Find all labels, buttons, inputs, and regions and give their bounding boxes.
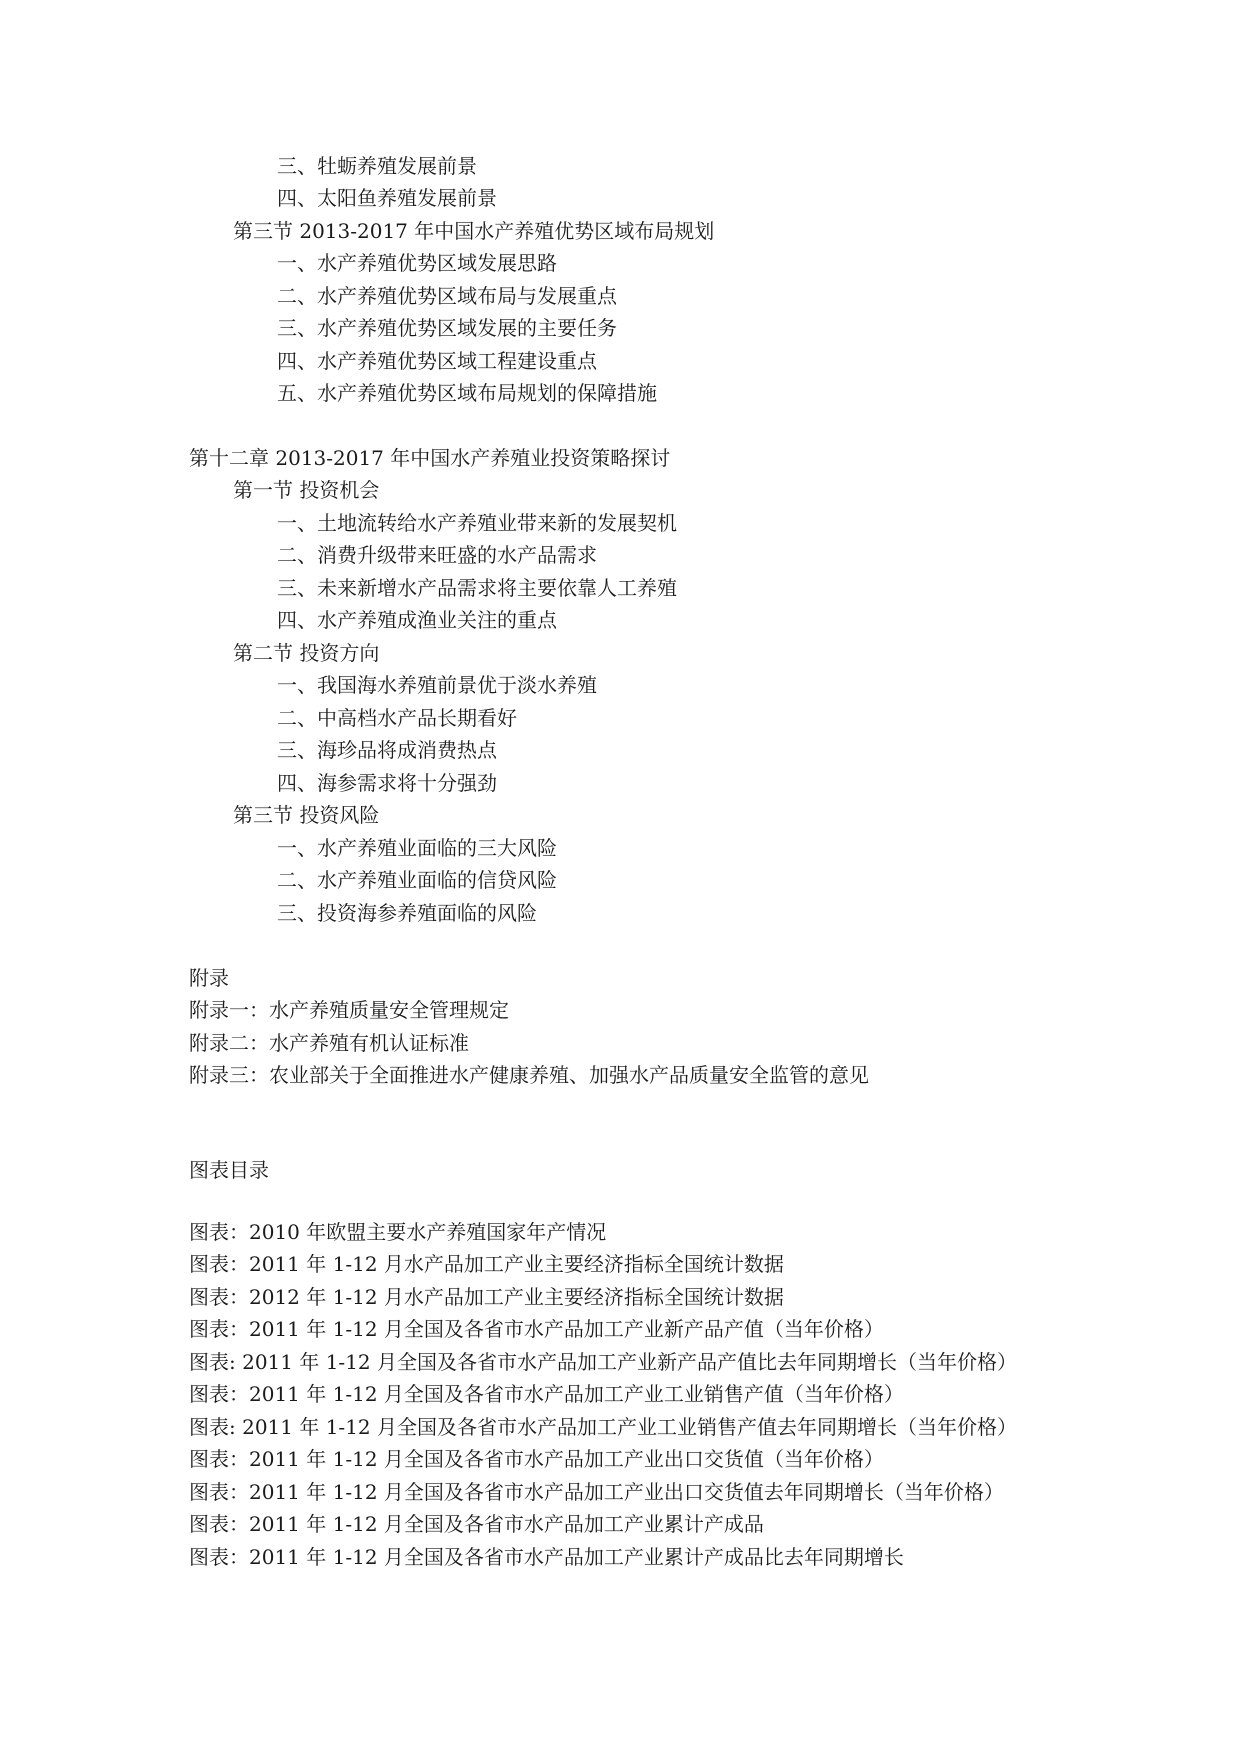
- figure-item: 图表: 2011 年 1-12 月全国及各省市水产品加工产业工业销售产值去年同期增长（当年价格）: [189, 1415, 1017, 1439]
- toc-section-title: 第一节 投资机会: [233, 478, 380, 502]
- figures-list-title: 图表目录: [189, 1158, 269, 1182]
- toc-item: 三、未来新增水产品需求将主要依靠人工养殖: [277, 576, 677, 600]
- toc-section-title: 第二节 投资方向: [233, 641, 380, 665]
- figure-item: 图表：2011 年 1-12 月全国及各省市水产品加工产业累计产成品比去年同期增长: [189, 1545, 904, 1569]
- toc-item: 三、投资海参养殖面临的风险: [277, 901, 537, 925]
- toc-item: 一、水产养殖业面临的三大风险: [277, 836, 557, 860]
- toc-item: 二、水产养殖优势区域布局与发展重点: [277, 284, 617, 308]
- toc-item: 一、水产养殖优势区域发展思路: [277, 251, 557, 275]
- toc-item: 四、水产养殖优势区域工程建设重点: [277, 349, 597, 373]
- figure-item: 图表：2011 年 1-12 月全国及各省市水产品加工产业出口交货值去年同期增长（当年价格）: [189, 1480, 1004, 1504]
- figure-item: 图表：2012 年 1-12 月水产品加工产业主要经济指标全国统计数据: [189, 1285, 784, 1309]
- toc-item: 三、海珍品将成消费热点: [277, 738, 497, 762]
- toc-item: 四、太阳鱼养殖发展前景: [277, 186, 497, 210]
- figure-item: 图表：2011 年 1-12 月水产品加工产业主要经济指标全国统计数据: [189, 1252, 784, 1276]
- toc-item: 二、水产养殖业面临的信贷风险: [277, 868, 557, 892]
- figure-item: 图表：2011 年 1-12 月全国及各省市水产品加工产业工业销售产值（当年价格）: [189, 1382, 904, 1406]
- figure-item: 图表：2011 年 1-12 月全国及各省市水产品加工产业出口交货值（当年价格）: [189, 1447, 884, 1471]
- toc-chapter-title: 第十二章 2013-2017 年中国水产养殖业投资策略探讨: [189, 446, 671, 470]
- figure-item: 图表：2011 年 1-12 月全国及各省市水产品加工产业新产品产值（当年价格）: [189, 1317, 884, 1341]
- toc-item: 五、水产养殖优势区域布局规划的保障措施: [277, 381, 657, 405]
- figure-item: 图表：2010 年欧盟主要水产养殖国家年产情况: [189, 1220, 607, 1244]
- toc-item: 一、我国海水养殖前景优于淡水养殖: [277, 673, 597, 697]
- appendix-item: 附录三：农业部关于全面推进水产健康养殖、加强水产品质量安全监管的意见: [189, 1063, 869, 1087]
- toc-item: 三、水产养殖优势区域发展的主要任务: [277, 316, 617, 340]
- toc-section-title: 第三节 投资风险: [233, 803, 380, 827]
- toc-item: 二、消费升级带来旺盛的水产品需求: [277, 543, 597, 567]
- toc-item: 四、水产养殖成渔业关注的重点: [277, 608, 557, 632]
- appendix-item: 附录一：水产养殖质量安全管理规定: [189, 998, 509, 1022]
- figure-item: 图表: 2011 年 1-12 月全国及各省市水产品加工产业新产品产值比去年同期增长（当年价格）: [189, 1350, 1017, 1374]
- figure-item: 图表：2011 年 1-12 月全国及各省市水产品加工产业累计产成品: [189, 1512, 764, 1536]
- appendix-title: 附录: [189, 966, 229, 990]
- toc-item: 二、中高档水产品长期看好: [277, 706, 517, 730]
- toc-item: 三、牡蛎养殖发展前景: [277, 154, 477, 178]
- toc-item: 一、土地流转给水产养殖业带来新的发展契机: [277, 511, 677, 535]
- appendix-item: 附录二：水产养殖有机认证标准: [189, 1031, 469, 1055]
- toc-item: 四、海参需求将十分强劲: [277, 771, 497, 795]
- toc-section-title: 第三节 2013-2017 年中国水产养殖优势区域布局规划: [233, 219, 715, 243]
